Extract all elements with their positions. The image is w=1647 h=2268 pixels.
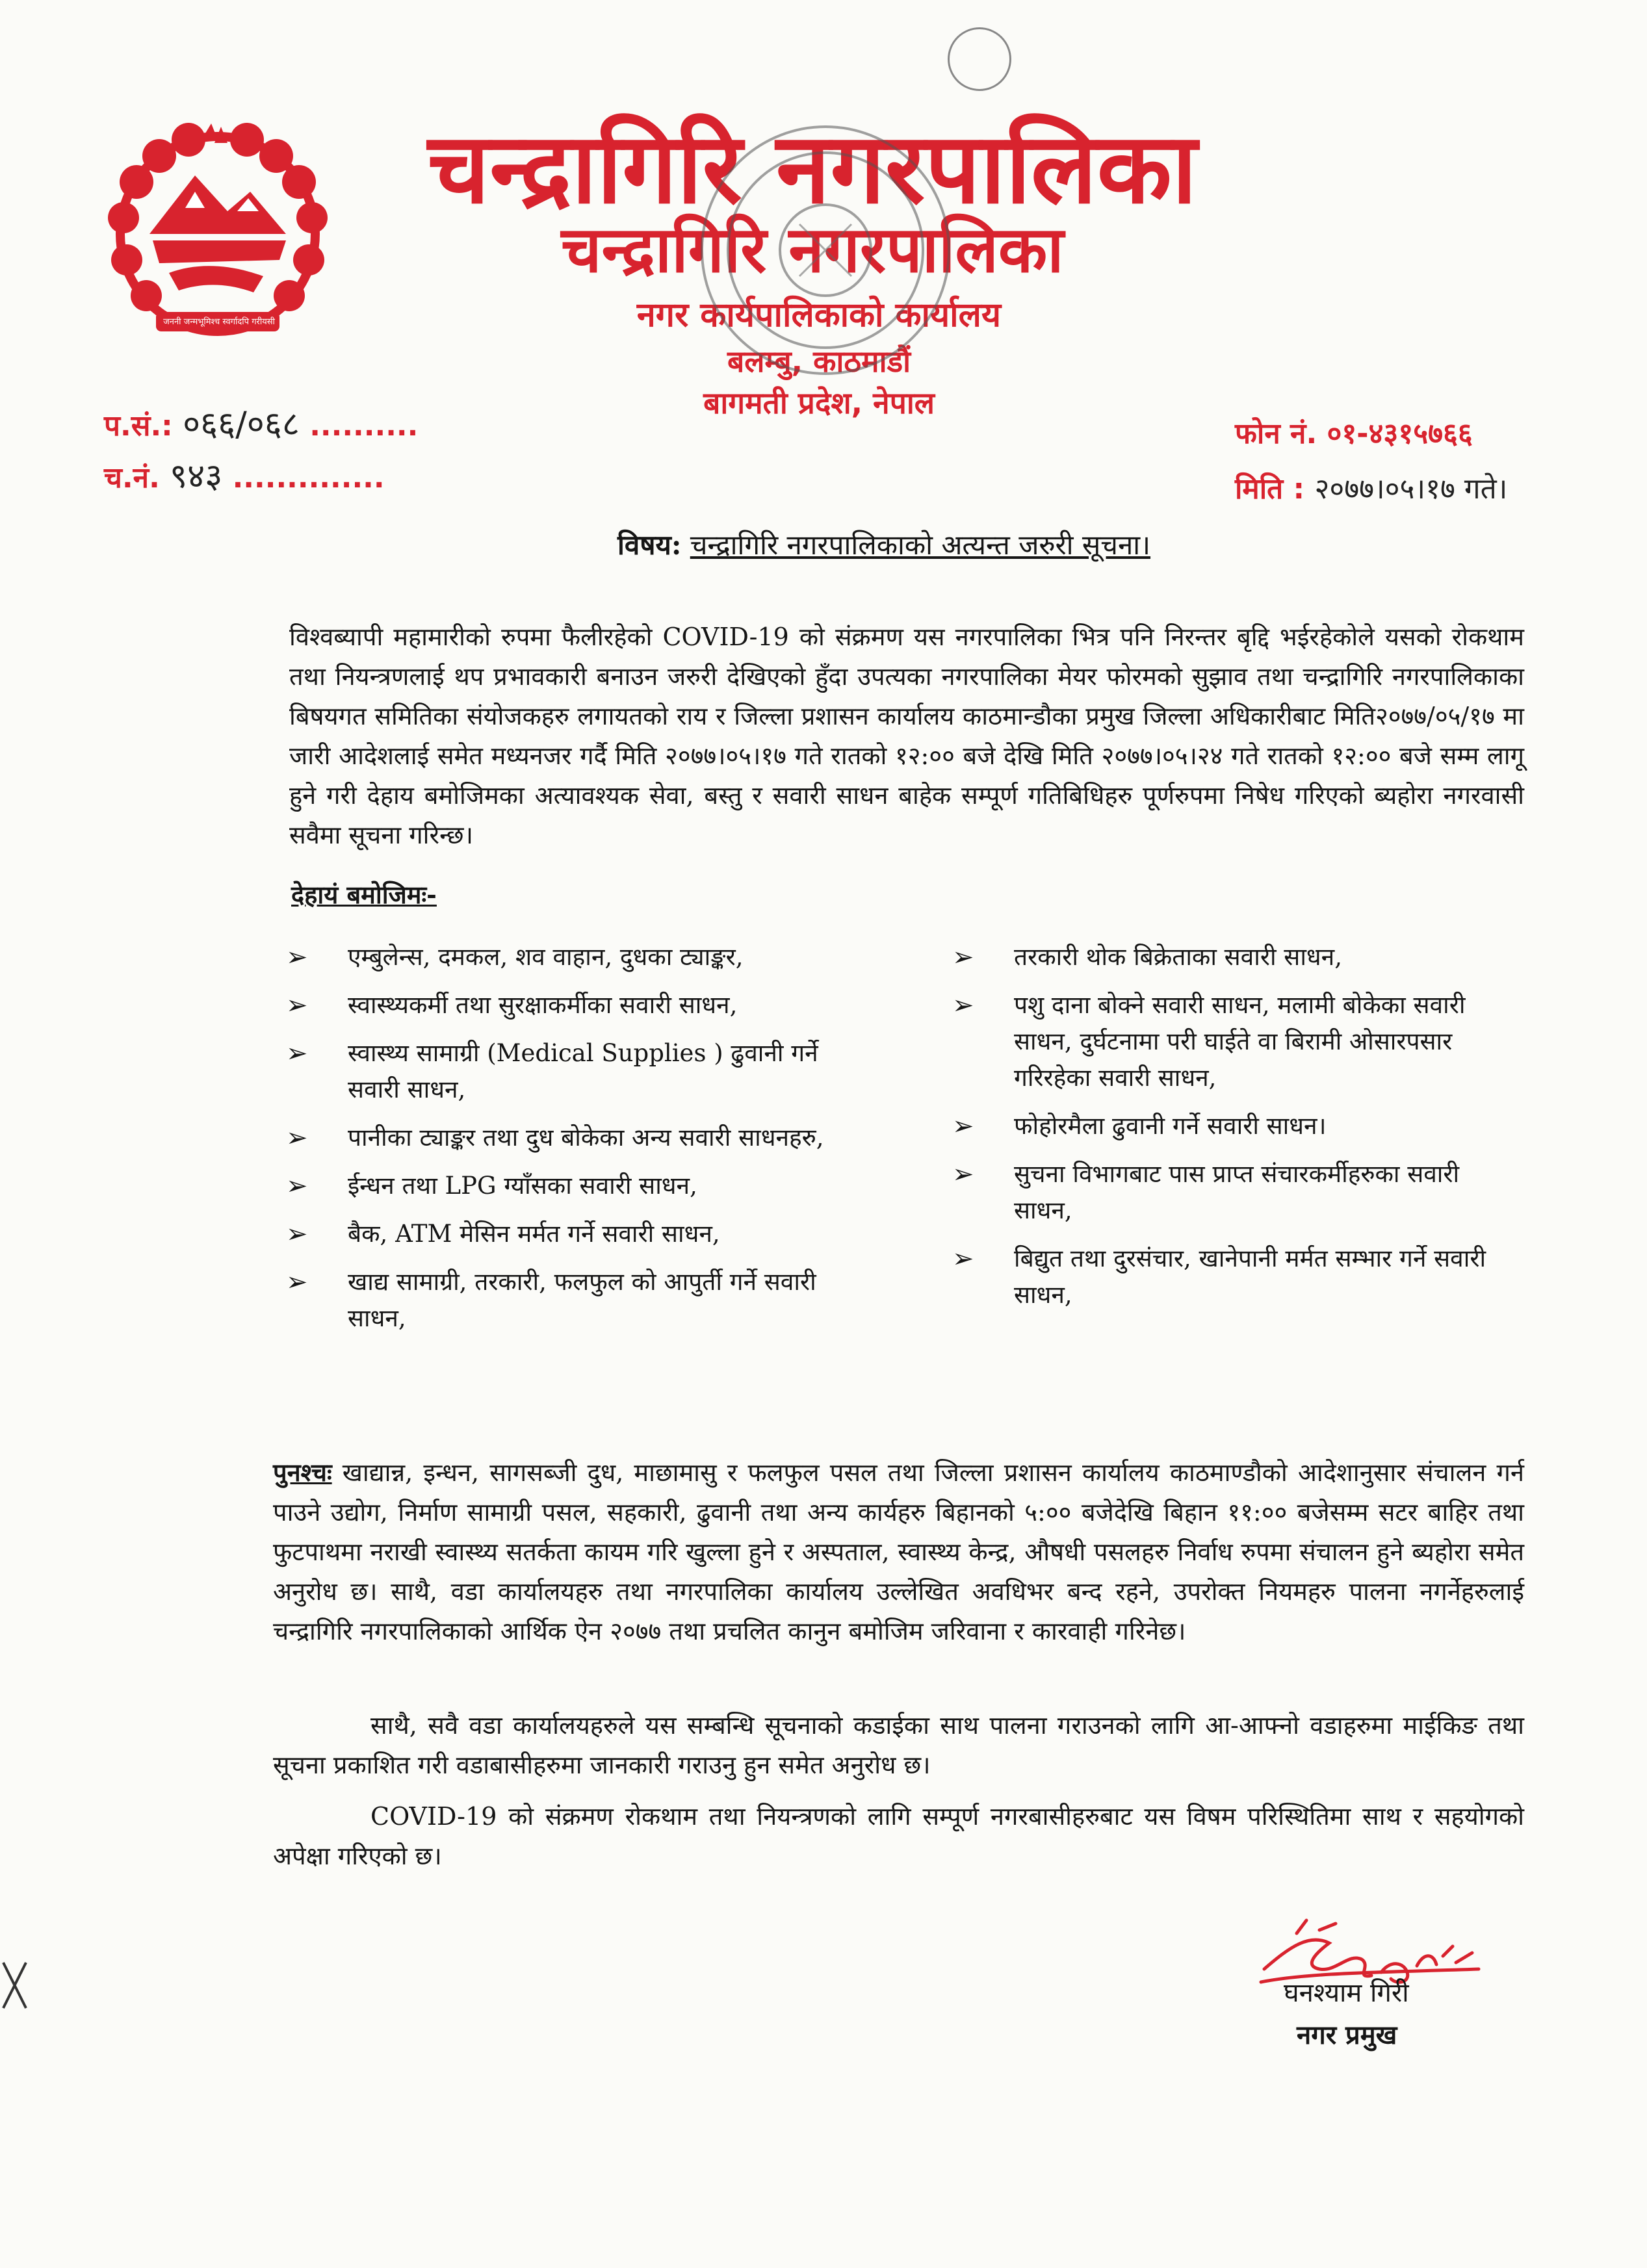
list-item-text: बिद्युत तथा दुरसंचार, खानेपानी मर्मत सम्भार गर्ने सवारी साधन, (1014, 1244, 1486, 1309)
list-item (952, 987, 1524, 1096)
list-item-text: बैक, ATM मेसिन मर्मत गर्ने सवारी साधन, (348, 1220, 720, 1248)
postscript-label: पुनश्चः (273, 1458, 332, 1487)
list-item (286, 1216, 851, 1252)
signer-name: घनश्याम गिरी (1284, 1978, 1409, 2008)
list-item-text: पशु दाना बोक्ने सवारी साधन, मलामी बोकेका सवारी साधन, दुर्घटनामा परी घाईते वा बिरामी ओसारपसार गरिरहेका सवारी साधन, (1014, 991, 1466, 1092)
list-item (952, 1156, 1524, 1229)
list-item (286, 1168, 851, 1204)
office-seal-icon (673, 117, 978, 383)
arrow-bullet-icon: ➢ (286, 942, 308, 972)
date-label: मिति : (1235, 472, 1305, 506)
subject-text: चन्द्रागिरि नगरपालिकाको अत्यन्त जरुरी सूचना। (690, 529, 1151, 561)
exemption-list-left (286, 939, 851, 1348)
list-item (952, 1108, 1524, 1144)
margin-mark (0, 1956, 39, 2015)
subject-label: विषय: (617, 529, 682, 561)
list-item-text: फोहोरमैला ढुवानी गर्ने सवारी साधन। (1014, 1112, 1327, 1140)
date-value: २०७७।०५।१७ गते। (1314, 472, 1508, 506)
arrow-bullet-icon: ➢ (952, 942, 974, 972)
list-item (286, 1264, 851, 1337)
exemption-list-right (952, 939, 1524, 1325)
list-item (286, 1120, 851, 1156)
ordered-heading: देहायं बमोजिमः- (291, 880, 437, 909)
arrow-bullet-icon: ➢ (952, 1111, 974, 1141)
list-item-text: स्वास्थ्य सामाग्री (Medical Supplies ) ढुवानी गर्ने सवारी साधन, (348, 1039, 818, 1103)
dispatch-number (104, 458, 385, 496)
list-item (286, 987, 851, 1024)
list-item (286, 939, 851, 975)
list-item-text: ईन्धन तथा LPG ग्याँसका सवारी साधन, (348, 1172, 697, 1200)
arrow-bullet-icon: ➢ (286, 1123, 308, 1153)
list-item-text: स्वास्थ्यकर्मी तथा सुरक्षाकर्मीका सवारी साधन, (348, 991, 738, 1019)
subject-line (617, 528, 1150, 563)
address-line-2: बागमती प्रदेश, नेपाल (703, 385, 935, 420)
dotted-leader: .............. (232, 461, 385, 495)
phone-label: फोन नं. (1235, 417, 1317, 450)
dotted-leader: .......... (309, 409, 419, 443)
reference-label: प.सं.: (104, 409, 173, 443)
nepal-emblem-icon (97, 120, 338, 344)
arrow-bullet-icon: ➢ (286, 1219, 308, 1249)
postscript-paragraph (273, 1452, 1524, 1651)
arrow-bullet-icon: ➢ (286, 1267, 308, 1297)
list-item-text: तरकारी थोक बिक्रेताका सवारी साधन, (1014, 943, 1342, 971)
signer-title: नगर प्रमुख (1297, 2020, 1397, 2050)
municipality-subtitle: चन्द्रागिरि नगरपालिका (561, 213, 1064, 287)
arrow-bullet-icon: ➢ (952, 1244, 974, 1274)
phone-number (1235, 416, 1473, 452)
office-name: नगर कार्यपालिकाको कार्यालय (636, 296, 1002, 335)
postscript-text: खाद्यान्न, इन्धन, सागसब्जी दुध, माछामासु र फलफुल पसल तथा जिल्ला प्रशासन कार्यालय काठमाण्डौको आदेशानुसार संचालन गर्न पाउने उद्योग, निर्माण सामाग्री पसल, सहकारी, ढुवानी तथा अन्य कार्यहरु बिहानको ५:०० बजेदेखि बिहान ११:०० बजेसम्म सटर बाहिर तथा फुटपाथमा नराखी स्वास्थ्य सतर्कता कायम गरि खुल्ला हुने र अस्पताल, स्वास्थ्य केन्द्र, औषधी पसलहरु निर्वाध रुपमा संचालन हुने ब्यहोरा समेत अनुरोध छ। साथै, वडा कार्यालयहरु तथा नगरपालिका कार्यालय उल्लेखित अवधिभर बन्द रहने, उपरोक्त नियमहरु पालना नगर्नेहरुलाई चन्द्रागिरि नगरपालिकाको आर्थिक ऐन २०७७ तथा प्रचलित कानुन बमोजिम जरिवाना र कारवाही गरिनेछ। (273, 1458, 1524, 1645)
list-item-text: एम्बुलेन्स, दमकल, शव वाहान, दुधका ट्याङ्कर, (348, 943, 744, 971)
arrow-bullet-icon: ➢ (286, 1038, 308, 1068)
reference-number (104, 406, 418, 445)
arrow-bullet-icon: ➢ (952, 1159, 974, 1189)
list-item (286, 1035, 851, 1108)
dispatch-label: च.नं. (104, 461, 160, 495)
arrow-bullet-icon: ➢ (952, 990, 974, 1020)
list-item-text: सुचना विभागबाट पास प्राप्त संचारकर्मीहरुका सवारी साधन, (1014, 1160, 1460, 1224)
punch-hole (948, 27, 1011, 91)
dispatch-value: ९४३ (170, 457, 223, 496)
list-item-text: खाद्य सामाग्री, तरकारी, फलफुल को आपुर्ती गर्ने सवारी साधन, (348, 1268, 816, 1332)
phone-value: ०१-४३१५७६६ (1327, 417, 1473, 450)
letter-date (1235, 471, 1507, 508)
list-item (952, 1241, 1524, 1313)
list-item-text: पानीका ट्याङ्कर तथा दुध बोकेका अन्य सवारी साधनहरु, (348, 1124, 824, 1152)
intro-paragraph: विश्वब्यापी महामारीको रुपमा फैलीरहेको COVID-19 को संक्रमण यस नगरपालिका भित्र पनि निरन्तर बृद्दि भईरहेकोले यसको रोकथाम तथा नियन्त्रणलाई थप प्रभावकारी बनाउन जरुरी देखिएको हुँदा उपत्यका नगरपालिका मेयर फोरमको सुझाव तथा चन्द्रागिरि नगरपालिकाका बिषयगत समितिका संयोजकहरु लगायतको राय र जिल्ला प्रशासन कार्यालय काठमान्डौका प्रमुख जिल्ला अधिकारीबाट मिति२०७७/०५/१७ मा जारी आदेशलाई समेत मध्यनजर गर्दै मिति २०७७।०५।१७ गते रातको १२:०० बजे देखि मिति २०७७।०५।२४ गते रातको १२:०० बजे सम्म लागू हुने गरी देहाय बमोजिमका अत्यावश्यक सेवा, बस्तु र सवारी साधन बाहेक सम्पूर्ण गतिबिधिहरु पूर्णरुपमा निषेध गरिएको ब्यहोरा नगरवासी सवैमा सूचना गरिन्छ। (289, 623, 1524, 849)
arrow-bullet-icon: ➢ (286, 990, 308, 1020)
municipality-title: चन्द्रागिरि नगरपालिका (428, 112, 1197, 226)
ward-notice-paragraph: साथै, सवै वडा कार्यालयहरुले यस सम्बन्धि सूचनाको कडाईका साथ पालना गराउनको लागि आ-आफ्नो वडाहरुमा माईकिङ तथा सूचना प्रकाशित गरी वडाबासीहरुमा जानकारी गराउनु हुन समेत अनुरोध छ। (273, 1711, 1524, 1779)
emblem-caption: जननी जन्मभूमिश्च स्वर्गादपि गरीयसी (163, 317, 275, 327)
address-line-1: बलम्बु, काठमाडौं (727, 344, 911, 379)
cooperation-paragraph: COVID-19 को संक्रमण रोकथाम तथा नियन्त्रणको लागि सम्पूर्ण नगरबासीहरुबाट यस विषम परिस्थितिमा साथ र सहयोगको अपेक्षा गरिएको छ। (273, 1802, 1524, 1870)
list-item (952, 939, 1524, 975)
reference-value: ०६६/०६८ (183, 405, 300, 444)
arrow-bullet-icon: ➢ (286, 1171, 308, 1201)
